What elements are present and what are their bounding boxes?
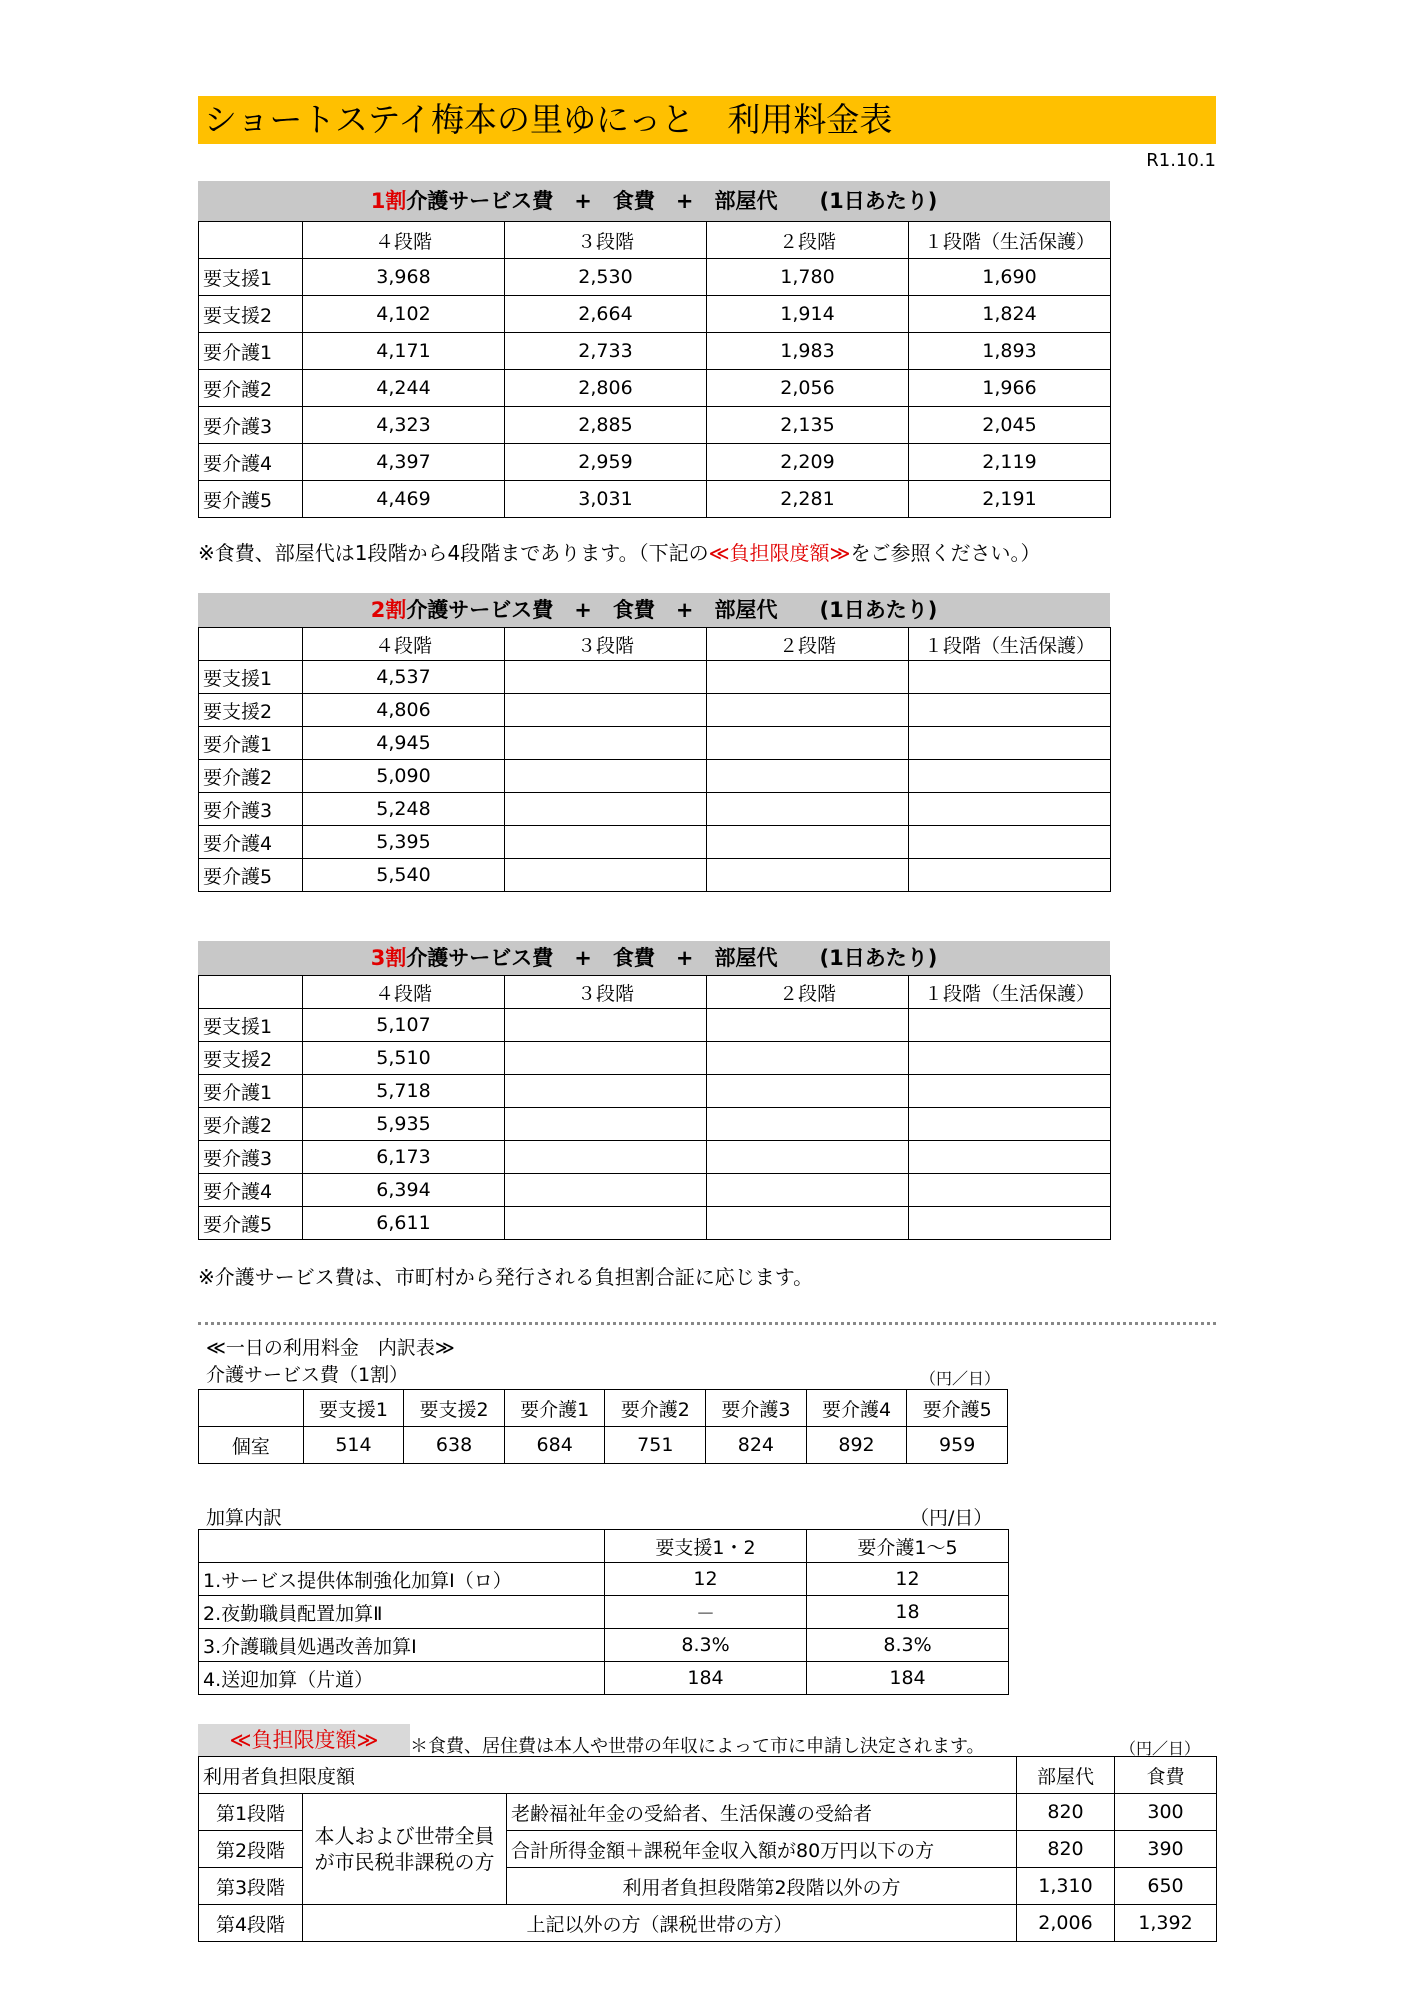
service-fee-header xyxy=(199,1390,304,1427)
row-label: 要支援1 xyxy=(199,661,303,694)
service-fee-cell: 個室 xyxy=(199,1427,304,1464)
fee-cell: 4,244 xyxy=(303,370,505,407)
table-row xyxy=(199,1009,1111,1042)
addition-header xyxy=(199,1530,605,1563)
fee-cell: 1,914 xyxy=(707,296,909,333)
table-row xyxy=(199,694,1111,727)
column-header: ３段階 xyxy=(505,628,707,661)
fee-cell xyxy=(909,694,1111,727)
fee-cell xyxy=(505,1075,707,1108)
stage-cell: 第4段階 xyxy=(199,1905,303,1942)
fee-cell: 4,102 xyxy=(303,296,505,333)
addition-value: 8.3% xyxy=(605,1629,807,1662)
fee-cell xyxy=(707,1042,909,1075)
header-text: 介護サービス費 + 食費 + 部屋代 (1日あたり) xyxy=(406,598,938,622)
fee-cell: 2,135 xyxy=(707,407,909,444)
column-header: ４段階 xyxy=(303,222,505,259)
row-label: 要支援2 xyxy=(199,296,303,333)
fee-cell xyxy=(909,1009,1111,1042)
table-row xyxy=(199,444,1111,481)
fee-cell: 2,530 xyxy=(505,259,707,296)
room-cell: 2,006 xyxy=(1017,1905,1115,1942)
table-row xyxy=(199,481,1111,518)
column-header xyxy=(199,222,303,259)
fee-grid-1 xyxy=(198,221,1111,518)
unit-label-2: （円/日） xyxy=(910,1507,993,1529)
room-cell: 820 xyxy=(1017,1831,1115,1868)
column-header: ３段階 xyxy=(505,222,707,259)
fee-cell xyxy=(505,1174,707,1207)
table-row xyxy=(199,859,1111,892)
fee-cell xyxy=(707,1174,909,1207)
table-row xyxy=(199,259,1111,296)
row-label: 要支援1 xyxy=(199,259,303,296)
table-row xyxy=(199,1141,1111,1174)
fee-cell: 2,281 xyxy=(707,481,909,518)
stage-cell: 第2段階 xyxy=(199,1831,303,1868)
header-text: 介護サービス費 + 食費 + 部屋代 (1日あたり) xyxy=(406,946,938,970)
row-label: 要介護1 xyxy=(199,1075,303,1108)
fee-cell: 5,107 xyxy=(303,1009,505,1042)
fee-cell xyxy=(909,1141,1111,1174)
fee-cell xyxy=(909,1108,1111,1141)
desc-cell: 利用者負担段階第2段階以外の方 xyxy=(507,1868,1017,1905)
fee-cell xyxy=(909,793,1111,826)
fee-cell xyxy=(505,1108,707,1141)
fee-cell xyxy=(505,1141,707,1174)
fee-cell: 2,045 xyxy=(909,407,1111,444)
row-label: 要介護4 xyxy=(199,444,303,481)
fee-cell xyxy=(505,661,707,694)
fee-cell xyxy=(707,694,909,727)
table-row xyxy=(199,661,1111,694)
row-label: 要介護1 xyxy=(199,727,303,760)
addition-value: － xyxy=(605,1596,807,1629)
fee-cell: 4,171 xyxy=(303,333,505,370)
ratio-label: 2割 xyxy=(370,598,407,622)
table-row xyxy=(199,1207,1111,1240)
fee-cell: 2,056 xyxy=(707,370,909,407)
row-label: 要介護2 xyxy=(199,370,303,407)
fee-cell xyxy=(505,1009,707,1042)
table-row xyxy=(199,1629,1009,1662)
fee-cell: 5,510 xyxy=(303,1042,505,1075)
column-header: １段階（生活保護） xyxy=(909,222,1111,259)
fee-cell xyxy=(505,793,707,826)
service-fee-header: 要支援2 xyxy=(404,1390,505,1427)
table-row xyxy=(199,727,1111,760)
fee-cell: 5,248 xyxy=(303,793,505,826)
row-label: 要介護4 xyxy=(199,1174,303,1207)
stage-cell: 第3段階 xyxy=(199,1868,303,1905)
fee-table-3 xyxy=(198,940,1110,1240)
service-fee-cell: 638 xyxy=(404,1427,505,1464)
food-room-note xyxy=(198,537,1040,566)
fee-cell: 2,119 xyxy=(909,444,1111,481)
row-label: 要介護5 xyxy=(199,1207,303,1240)
fee-table-1 xyxy=(198,180,1110,518)
fee-cell xyxy=(909,1042,1111,1075)
room-cell: 820 xyxy=(1017,1794,1115,1831)
addition-table xyxy=(198,1529,1009,1695)
row-label: 要支援2 xyxy=(199,1042,303,1075)
row-label: 要支援1 xyxy=(199,1009,303,1042)
row-label: 要介護2 xyxy=(199,760,303,793)
fee-cell: 1,780 xyxy=(707,259,909,296)
fee-cell: 4,806 xyxy=(303,694,505,727)
fee-cell xyxy=(707,1207,909,1240)
column-header: ２段階 xyxy=(707,222,909,259)
service-fee-cell: 959 xyxy=(907,1427,1008,1464)
addition-item: 4.送迎加算（片道） xyxy=(199,1662,605,1695)
fee-cell xyxy=(505,760,707,793)
column-header: ４段階 xyxy=(303,628,505,661)
fee-cell: 6,611 xyxy=(303,1207,505,1240)
fee-cell xyxy=(505,727,707,760)
ratio-label: 3割 xyxy=(370,946,407,970)
service-fee-label: 介護サービス費（1割） xyxy=(206,1364,409,1386)
table-row xyxy=(199,1075,1111,1108)
fee-cell xyxy=(707,727,909,760)
service-fee-cell: 824 xyxy=(706,1427,807,1464)
row-label: 要介護3 xyxy=(199,1141,303,1174)
service-fee-table xyxy=(198,1389,1008,1464)
fee-cell: 2,733 xyxy=(505,333,707,370)
addition-header: 要支援1・2 xyxy=(605,1530,807,1563)
fee-cell xyxy=(707,1108,909,1141)
fee-cell xyxy=(505,694,707,727)
row-label: 要介護5 xyxy=(199,859,303,892)
fee-table-2-header xyxy=(198,592,1110,627)
table-row xyxy=(199,1042,1111,1075)
table-row xyxy=(199,370,1111,407)
service-fee-header: 要支援1 xyxy=(303,1390,404,1427)
fee-table-1-header xyxy=(198,180,1110,221)
desc-cell: 合計所得金額＋課税年金収入額が80万円以下の方 xyxy=(507,1831,1017,1868)
column-header xyxy=(199,976,303,1009)
addition-item: 3.介護職員処遇改善加算Ⅰ xyxy=(199,1629,605,1662)
row-label: 要介護3 xyxy=(199,407,303,444)
table-row xyxy=(199,407,1111,444)
table-row xyxy=(199,296,1111,333)
table-row xyxy=(199,826,1111,859)
addition-label: 加算内訳 xyxy=(206,1507,283,1529)
fee-cell xyxy=(707,760,909,793)
fee-cell: 3,031 xyxy=(505,481,707,518)
stage-cell: 第1段階 xyxy=(199,1794,303,1831)
room-cell: 1,310 xyxy=(1017,1868,1115,1905)
column-header: ４段階 xyxy=(303,976,505,1009)
fee-cell: 5,090 xyxy=(303,760,505,793)
table-row xyxy=(199,333,1111,370)
fee-grid-3 xyxy=(198,975,1111,1240)
fee-cell: 1,690 xyxy=(909,259,1111,296)
fee-cell xyxy=(909,727,1111,760)
fee-cell xyxy=(707,661,909,694)
fee-cell xyxy=(707,826,909,859)
fee-cell: 5,718 xyxy=(303,1075,505,1108)
service-fee-note: ※介護サービス費は、市町村から発行される負担割合証に応じます。 xyxy=(198,1265,814,1289)
addition-item: 1.サービス提供体制強化加算Ⅰ（ロ） xyxy=(199,1563,605,1596)
addition-value: 12 xyxy=(605,1563,807,1596)
service-fee-header: 要介護2 xyxy=(605,1390,706,1427)
service-fee-header: 要介護3 xyxy=(706,1390,807,1427)
fee-cell: 2,664 xyxy=(505,296,707,333)
fee-table-2 xyxy=(198,592,1110,892)
service-fee-header: 要介護1 xyxy=(504,1390,605,1427)
burden-header-room: 部屋代 xyxy=(1017,1757,1115,1794)
row-label: 要介護5 xyxy=(199,481,303,518)
food-cell: 650 xyxy=(1115,1868,1217,1905)
service-fee-cell: 684 xyxy=(504,1427,605,1464)
fee-cell xyxy=(707,1141,909,1174)
fee-cell xyxy=(505,1042,707,1075)
column-header: ２段階 xyxy=(707,628,909,661)
addition-header: 要介護1～5 xyxy=(807,1530,1009,1563)
row-label: 要介護3 xyxy=(199,793,303,826)
service-fee-cell: 892 xyxy=(806,1427,907,1464)
fee-cell: 6,394 xyxy=(303,1174,505,1207)
row-label: 要介護2 xyxy=(199,1108,303,1141)
fee-cell xyxy=(909,760,1111,793)
fee-cell: 1,966 xyxy=(909,370,1111,407)
fee-cell: 4,537 xyxy=(303,661,505,694)
fee-cell: 2,191 xyxy=(909,481,1111,518)
fee-cell xyxy=(909,1075,1111,1108)
fee-cell: 4,397 xyxy=(303,444,505,481)
fee-cell: 1,824 xyxy=(909,296,1111,333)
unit-label: （円／日） xyxy=(920,1369,1001,1388)
column-header: ３段階 xyxy=(505,976,707,1009)
burden-table xyxy=(198,1756,1217,1942)
fee-grid-2 xyxy=(198,627,1111,892)
desc-cell: 老齢福祉年金の受給者、生活保護の受給者 xyxy=(507,1794,1017,1831)
addition-value: 8.3% xyxy=(807,1629,1009,1662)
food-cell: 1,392 xyxy=(1115,1905,1217,1942)
merged-condition-cell: 本人および世帯全員が市民税非課税の方 xyxy=(303,1794,507,1905)
breakdown-title: ≪一日の利用料金 内訳表≫ xyxy=(206,1337,455,1359)
addition-value: 184 xyxy=(605,1662,807,1695)
fee-cell: 3,968 xyxy=(303,259,505,296)
fee-cell xyxy=(505,826,707,859)
fee-cell: 2,806 xyxy=(505,370,707,407)
table-row xyxy=(199,1108,1111,1141)
column-header: ２段階 xyxy=(707,976,909,1009)
burden-note: ＊食費、居住費は本人や世帯の年収によって市に申請し決定されます。 xyxy=(410,1736,985,1757)
fee-cell: 2,209 xyxy=(707,444,909,481)
fee-cell: 4,945 xyxy=(303,727,505,760)
fee-cell: 1,893 xyxy=(909,333,1111,370)
note-text-end: をご参照ください。） xyxy=(850,541,1041,565)
row-label: 要介護4 xyxy=(199,826,303,859)
food-cell: 300 xyxy=(1115,1794,1217,1831)
addition-value: 12 xyxy=(807,1563,1009,1596)
unit-label-3: （円／日） xyxy=(1120,1739,1201,1758)
service-fee-header: 要介護4 xyxy=(806,1390,907,1427)
column-header xyxy=(199,628,303,661)
table-row xyxy=(199,760,1111,793)
desc-cell: 上記以外の方（課税世帯の方） xyxy=(303,1905,1017,1942)
fee-cell: 2,959 xyxy=(505,444,707,481)
header-text: 介護サービス費 + 食費 + 部屋代 (1日あたり) xyxy=(406,189,938,213)
fee-cell: 4,323 xyxy=(303,407,505,444)
fee-cell xyxy=(909,661,1111,694)
fee-cell xyxy=(909,826,1111,859)
addition-item: 2.夜勤職員配置加算Ⅱ xyxy=(199,1596,605,1629)
fee-cell xyxy=(505,1207,707,1240)
fee-table-3-header xyxy=(198,940,1110,975)
fee-cell: 5,395 xyxy=(303,826,505,859)
addition-value: 184 xyxy=(807,1662,1009,1695)
fee-cell xyxy=(909,859,1111,892)
fee-cell xyxy=(707,859,909,892)
service-fee-cell: 751 xyxy=(605,1427,706,1464)
fee-cell xyxy=(909,1207,1111,1240)
fee-cell: 6,173 xyxy=(303,1141,505,1174)
table-row xyxy=(199,1563,1009,1596)
fee-cell: 4,469 xyxy=(303,481,505,518)
table-row xyxy=(199,793,1111,826)
row-label: 要支援2 xyxy=(199,694,303,727)
fee-cell: 5,540 xyxy=(303,859,505,892)
column-header: １段階（生活保護） xyxy=(909,976,1111,1009)
fee-cell xyxy=(909,1174,1111,1207)
page-title: ショートステイ梅本の里ゆにっと 利用料金表 xyxy=(198,96,1216,144)
service-fee-cell: 514 xyxy=(303,1427,404,1464)
burden-limit-tag: ≪負担限度額≫ xyxy=(198,1724,410,1756)
table-row xyxy=(199,1174,1111,1207)
fee-cell: 1,983 xyxy=(707,333,909,370)
fee-cell xyxy=(707,793,909,826)
note-text: ※食費、部屋代は1段階から4段階まであります。（下記の xyxy=(198,541,709,565)
row-label: 要介護1 xyxy=(199,333,303,370)
fee-cell: 5,935 xyxy=(303,1108,505,1141)
service-fee-header: 要介護5 xyxy=(907,1390,1008,1427)
fee-cell: 2,885 xyxy=(505,407,707,444)
ratio-label: 1割 xyxy=(370,189,407,213)
fee-cell xyxy=(505,859,707,892)
fee-cell xyxy=(707,1075,909,1108)
revision-date: R1.10.1 xyxy=(1146,150,1216,171)
addition-value: 18 xyxy=(807,1596,1009,1629)
note-red-text: ≪負担限度額≫ xyxy=(708,541,851,565)
food-cell: 390 xyxy=(1115,1831,1217,1868)
fee-cell xyxy=(707,1009,909,1042)
burden-header-food: 食費 xyxy=(1115,1757,1217,1794)
table-row xyxy=(199,1662,1009,1695)
burden-header-label: 利用者負担限度額 xyxy=(199,1757,1017,1794)
column-header: １段階（生活保護） xyxy=(909,628,1111,661)
table-row xyxy=(199,1596,1009,1629)
section-divider xyxy=(198,1322,1216,1325)
